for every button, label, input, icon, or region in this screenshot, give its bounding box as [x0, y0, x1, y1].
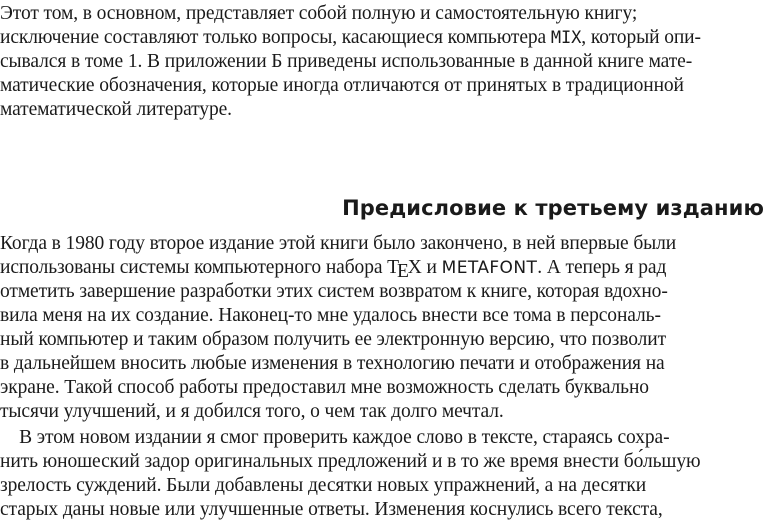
tex-logo: TEX	[387, 257, 422, 282]
text-line: нить юношеский задор оригинальных предложений и в то же время внести бо́льшую	[0, 451, 701, 472]
text-span: исключение составляют только вопросы, касающиеся компьютера	[0, 27, 551, 48]
text-line: тысячи улучшений, и я добился того, о чем так долго мечтал.	[0, 401, 504, 422]
text-line: зрелость суждений. Были добавлены десятки новых упражнений, а на десятки	[0, 475, 647, 496]
text-line: Когда в 1980 году второе издание этой книги было закончено, в ней впервые были	[0, 233, 677, 254]
text-line: в дальнейшем вносить любые изменения в технологию печати и отображения на	[0, 353, 665, 374]
text-line: экране. Такой способ работы предоставил мне возможность сделать буквально	[0, 377, 649, 398]
section-heading: Предисловие к третьему изданию	[342, 196, 764, 220]
text-span: и	[421, 257, 442, 278]
text-line: старых даны новые или улучшенные ответы. Изменения коснулись всего текста,	[0, 499, 663, 520]
text-line: математической литературе.	[0, 99, 232, 120]
text-line: отметить завершение разработки этих систем возвратом к книге, которая вдохно-	[0, 281, 668, 302]
text-line	[0, 256, 770, 280]
text-line: вила меня на их создание. Наконец-то мне удалось внести все тома в персональ-	[0, 305, 661, 326]
text-line: ный компьютер и таким образом получить ее электронную версию, что позволит	[0, 329, 667, 350]
text-line: В этом новом издании я смог проверить каждое слово в тексте, стараясь сохра-	[0, 427, 670, 448]
text-span: использованы системы компьютерного набора	[0, 257, 388, 278]
text-line	[0, 26, 770, 50]
text-span: . А теперь я рад	[537, 257, 667, 278]
text-line: Этот том, в основном, представляет собой полную и самостоятельную книгу;	[0, 3, 638, 24]
metafont-logo: METAFONT	[441, 258, 538, 278]
mix-computer-name: MIX	[550, 28, 582, 48]
text-line: матические обозначения, которые иногда отличаются от принятых в традиционной	[0, 75, 684, 96]
text-line: сывался в томе 1. В приложении Б приведены использованные в данной книге мате-	[0, 51, 693, 72]
text-span: , который опи-	[581, 27, 701, 48]
